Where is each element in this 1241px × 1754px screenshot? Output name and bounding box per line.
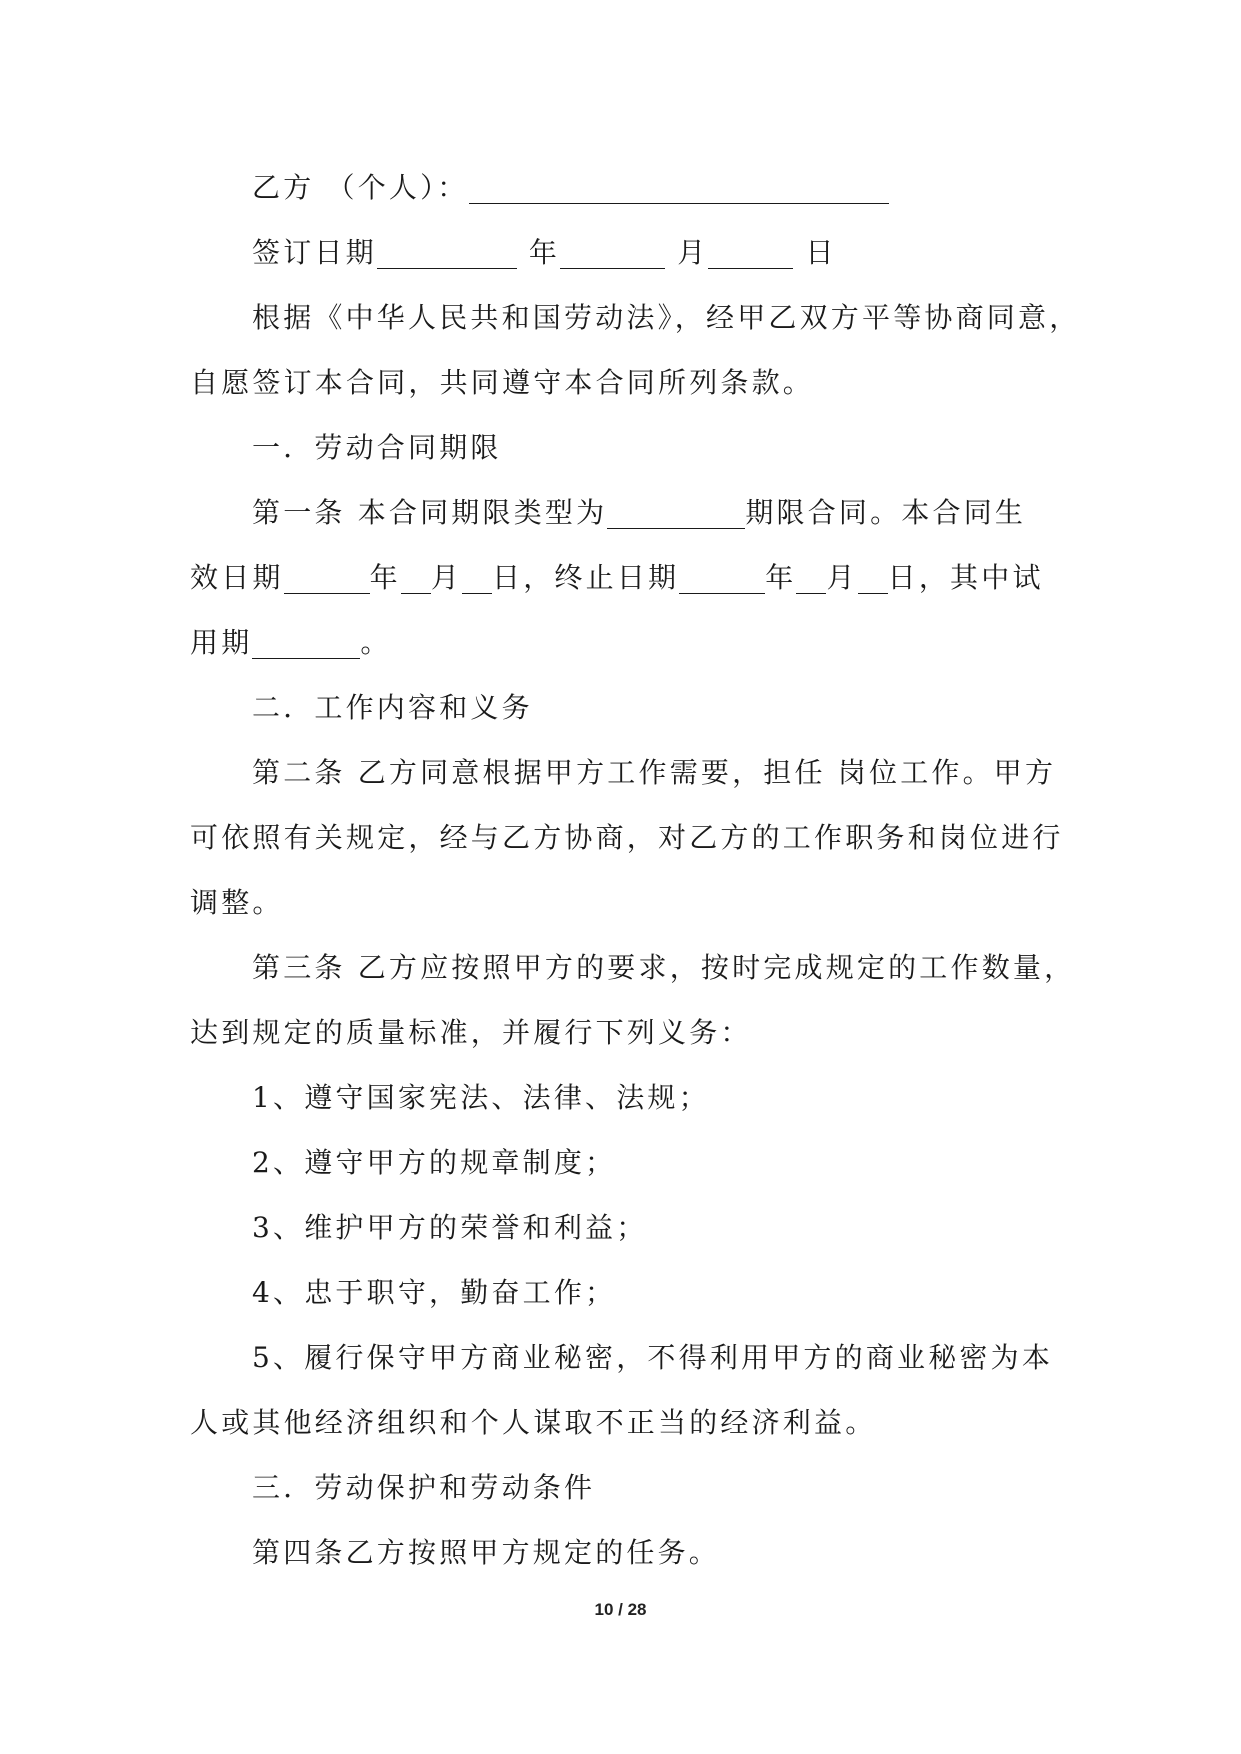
article2-line-3: 调整。 — [190, 886, 284, 919]
article1-line-2 — [190, 545, 1060, 610]
end-month-unit: 月 — [826, 561, 858, 594]
trial-period-blank — [252, 629, 360, 659]
page-number: 10 / 28 — [594, 1600, 647, 1619]
sign-day-blank — [708, 239, 793, 269]
article3-line-2: 达到规定的质量标准，并履行下列义务： — [190, 1016, 752, 1049]
sign-year-unit: 年 — [528, 236, 561, 269]
duty-item-1: 1、遵守国家宪法、法律、法规； — [252, 1081, 710, 1114]
effective-year-blank — [284, 564, 370, 594]
sign-month-unit: 月 — [677, 236, 709, 269]
article1-text-b: 期限合同。本合同生 — [745, 496, 1027, 529]
party-b-line — [190, 155, 1060, 220]
article1-text-a: 第一条 本合同期限类型为 — [252, 496, 608, 529]
section2-title: 二．工作内容和义务 — [252, 691, 533, 724]
duty-item-3: 3、维护甲方的荣誉和利益； — [252, 1211, 648, 1244]
effective-year-unit: 年 — [369, 561, 401, 594]
contract-type-blank — [607, 499, 745, 529]
section3-title: 三．劳动保护和劳动条件 — [252, 1471, 596, 1504]
article1-line-1 — [190, 480, 1060, 545]
article4-line: 第四条乙方按照甲方规定的任务。 — [252, 1536, 721, 1569]
end-day-unit: 日 — [887, 561, 919, 594]
duty-item-2: 2、遵守甲方的规章制度； — [252, 1146, 617, 1179]
duty-item-4: 4、忠于职守，勤奋工作； — [252, 1276, 617, 1309]
duty-item-5-line-2: 人或其他经济组织和个人谋取不正当的经济利益。 — [190, 1406, 877, 1439]
sign-day-unit: 日 — [805, 236, 837, 269]
duty-item-5-line-1: 5、履行保守甲方商业秘密，不得利用甲方的商业秘密为本 — [252, 1341, 1054, 1374]
end-day-blank — [858, 564, 888, 594]
article1-text-trial: ，其中试 — [918, 561, 1044, 594]
end-month-blank — [796, 564, 826, 594]
article2-line-2: 可依照有关规定，经与乙方协商，对乙方的工作职务和岗位进行 — [190, 821, 1064, 854]
intro-line-2: 自愿签订本合同，共同遵守本合同所列条款。 — [190, 366, 815, 399]
end-date-label: ，终止日期 — [523, 561, 680, 594]
party-b-label: 乙方 （个人）： — [252, 171, 469, 204]
end-year-unit: 年 — [765, 561, 797, 594]
sign-month-blank — [560, 239, 665, 269]
effective-month-blank — [401, 564, 431, 594]
effective-day-blank — [462, 564, 492, 594]
sign-date-label: 签订日期 — [252, 236, 377, 269]
article3-line-1: 第三条 乙方应按照甲方的要求，按时完成规定的工作数量， — [252, 951, 1076, 984]
sign-year-blank — [377, 239, 517, 269]
article2-line-1: 第二条 乙方同意根据甲方工作需要，担任 岗位工作。甲方 — [252, 756, 1057, 789]
section1-title: 一．劳动合同期限 — [252, 431, 502, 464]
effective-month-unit: 月 — [430, 561, 463, 594]
trial-period-end: 。 — [360, 626, 392, 659]
party-b-blank — [469, 174, 889, 204]
trial-period-label: 用期 — [190, 626, 253, 659]
end-year-blank — [679, 564, 765, 594]
intro-line-1: 根据《中华人民共和国劳动法》，经甲乙双方平等协商同意， — [252, 301, 1081, 334]
effective-day-unit: 日 — [492, 561, 524, 594]
article1-line-3 — [190, 610, 1060, 675]
document-body — [190, 155, 1081, 1585]
effective-date-label: 效日期 — [190, 561, 284, 594]
sign-date-line — [190, 220, 1060, 285]
